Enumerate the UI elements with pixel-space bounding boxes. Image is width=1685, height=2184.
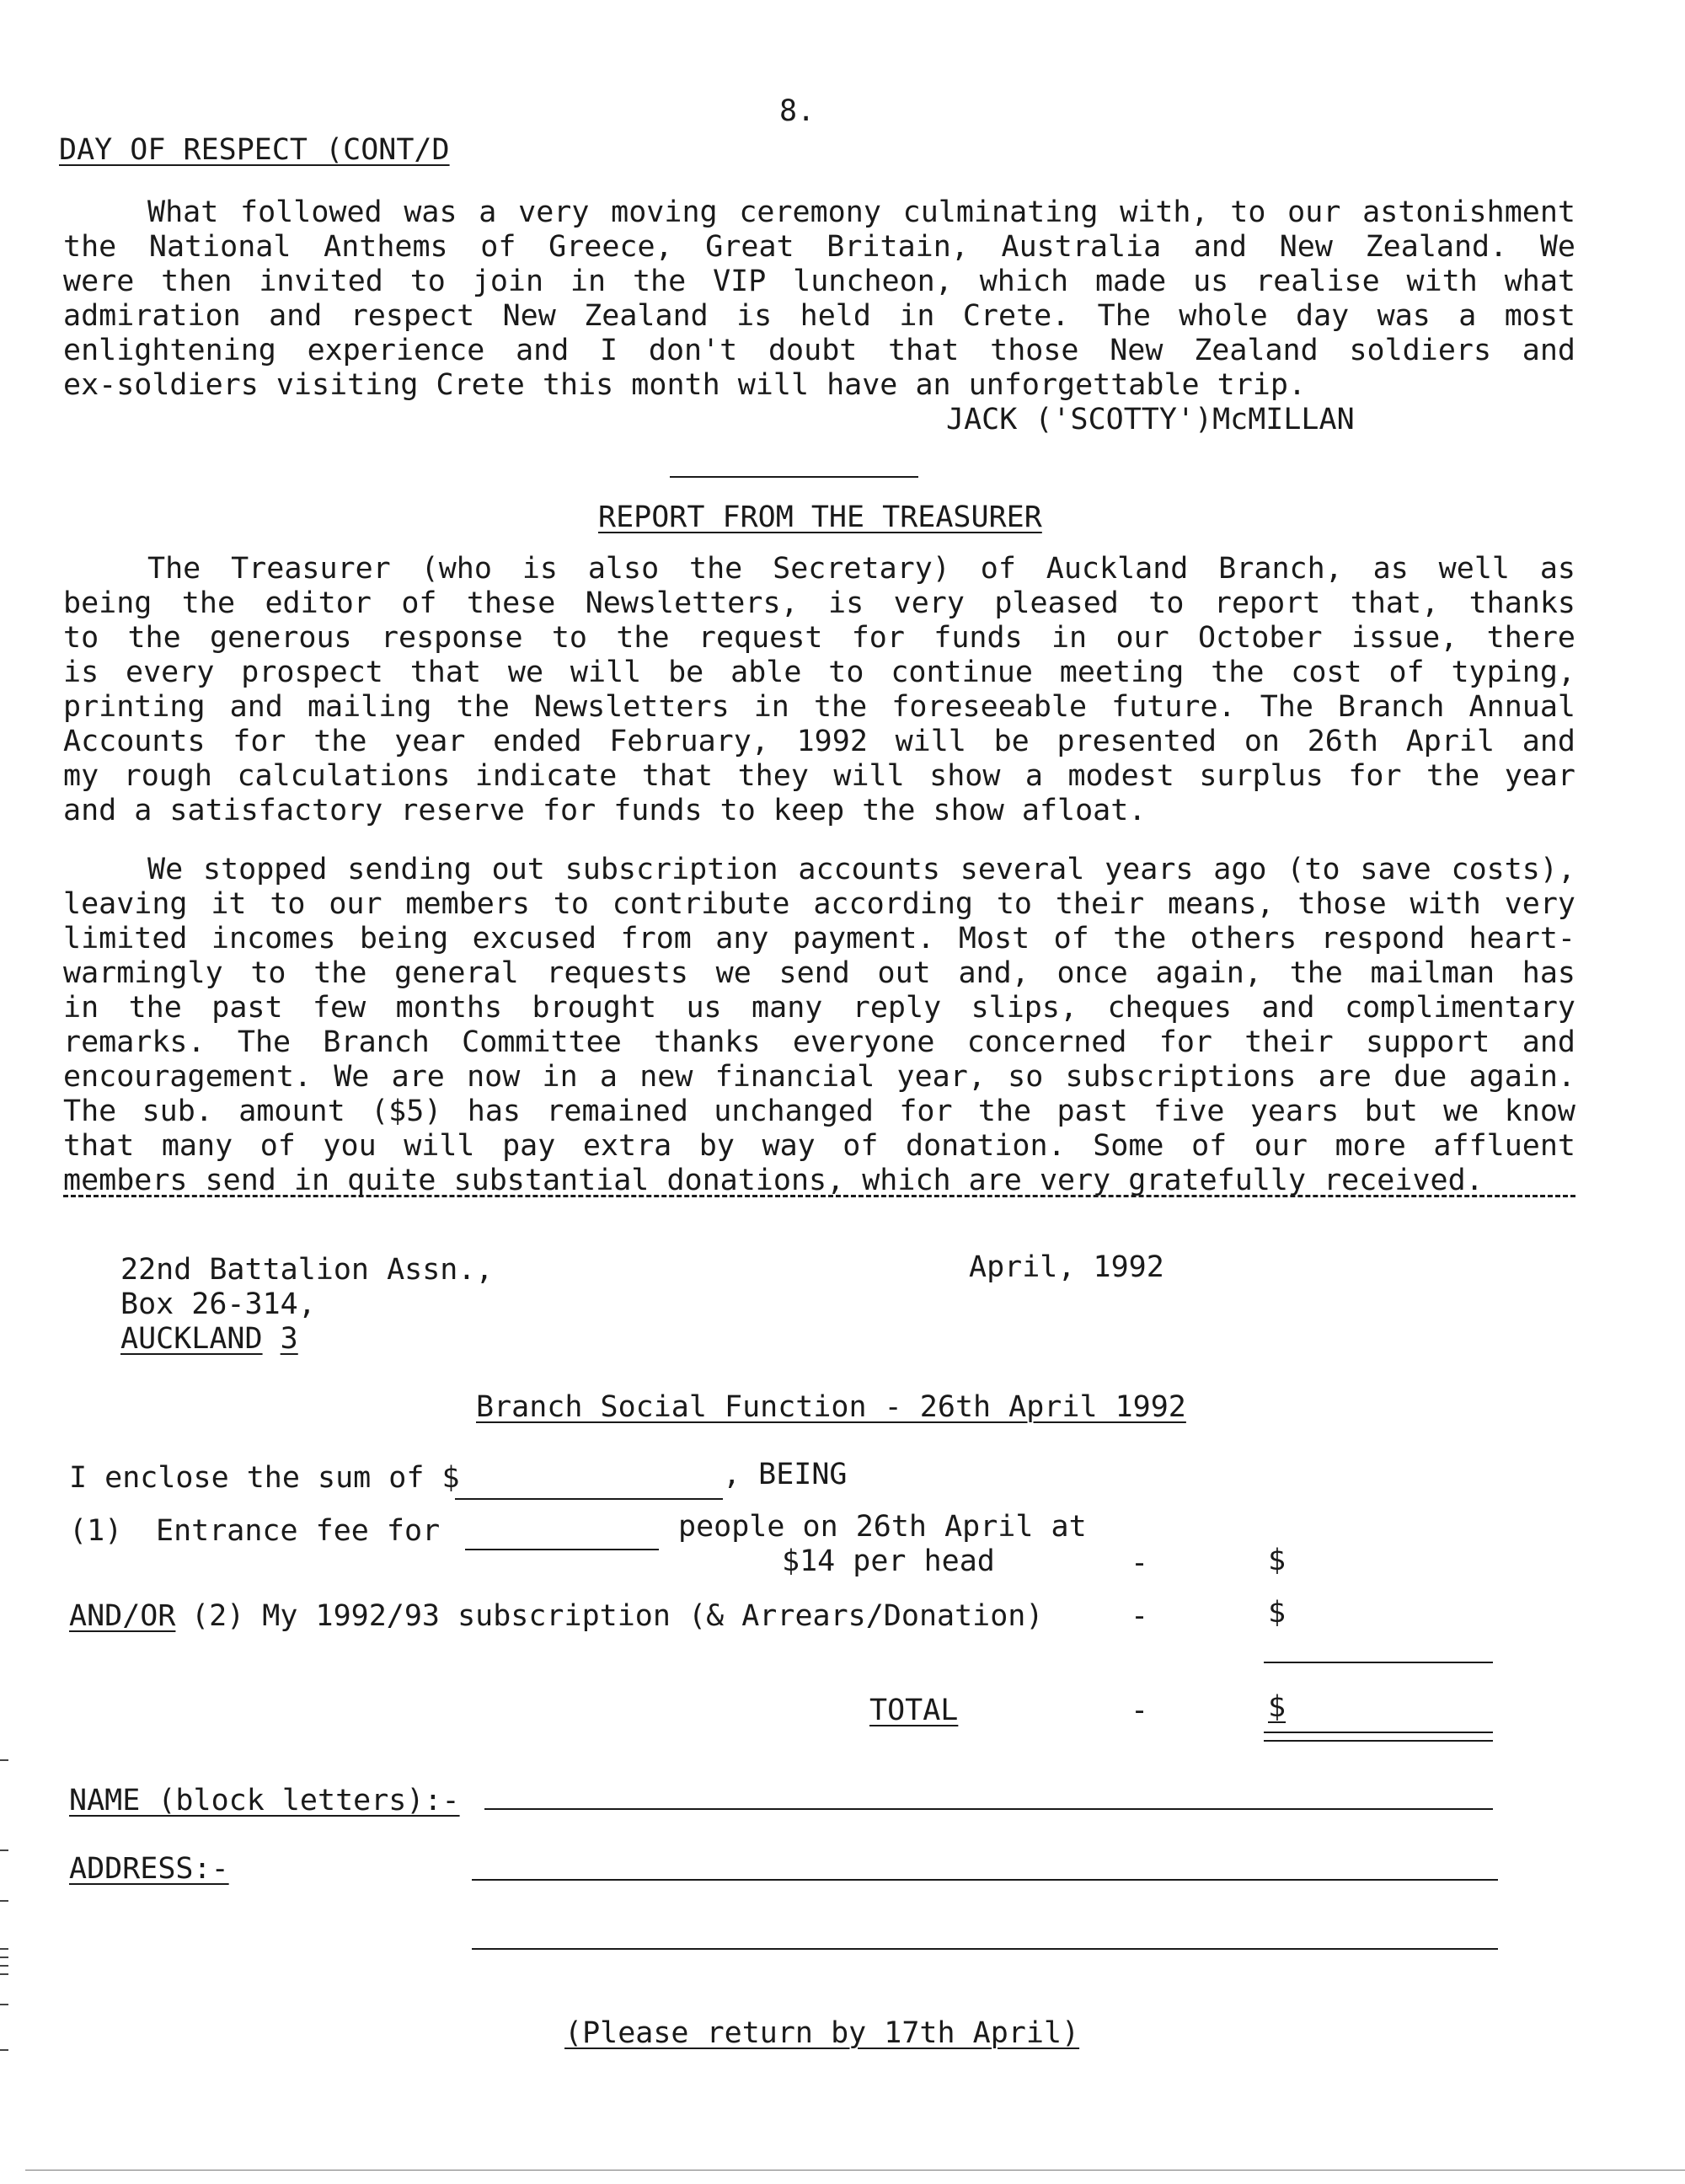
margin-mark [0, 1948, 8, 1950]
text-line: to the generous response to the request for funds in our October issue, there [63, 621, 1575, 655]
margin-mark [0, 2049, 8, 2051]
section-divider [670, 476, 918, 478]
item2-text: (2) My 1992/93 subscription (& Arrears/Donation) [191, 1599, 1044, 1633]
address-line [120, 1322, 494, 1357]
return-note: (Please return by 17th April) [564, 2016, 1080, 2050]
section-heading-treasurer: REPORT FROM THE TREASURER [598, 500, 1042, 534]
text-line: members send in quite substantial donations, which are very gratefully received. [63, 1164, 1484, 1197]
return-address [120, 1253, 494, 1357]
form-date: April, 1992 [969, 1250, 1164, 1284]
item1-text: people on 26th April at [678, 1510, 1087, 1544]
enclose-suffix: , BEING [723, 1458, 848, 1491]
text-line: ex-soldiers visiting Crete this month will have an unforgettable trip. [63, 368, 1307, 402]
text-line: the National Anthems of Greece, Great Britain, Australia and New Zealand. We [63, 230, 1575, 264]
margin-mark [0, 1849, 8, 1851]
text-line: Accounts for the year ended February, 1992 will be presented on 26th April and [63, 725, 1575, 758]
address-label: ADDRESS:- [69, 1852, 229, 1886]
margin-mark [0, 1956, 8, 1958]
page-bottom-edge [25, 2170, 1685, 2171]
margin-mark [0, 2004, 8, 2005]
text-line: is every prospect that we will be able to continue meeting the cost of typing, [63, 656, 1575, 689]
address-city: AUCKLAND [120, 1322, 263, 1356]
page-number: 8. [779, 94, 816, 128]
item1-number: (1) [69, 1514, 123, 1548]
margin-mark [0, 1973, 8, 1975]
treasurer-paragraph-1 [63, 552, 1575, 828]
address-field-line-2[interactable] [472, 1948, 1498, 1950]
text-line: We stopped sending out subscription accounts several years ago (to save costs), [147, 853, 1575, 886]
name-label: NAME (block letters):- [69, 1784, 460, 1817]
total-dollar: $ [1268, 1690, 1286, 1724]
total-dash: - [1131, 1694, 1149, 1727]
margin-mark [0, 1759, 8, 1761]
text-line: limited incomes being excused from any payment. Most of the others respond heart- [63, 922, 1575, 956]
text-line: printing and mailing the Newsletters in the foreseeable future. The Branch Annual [63, 690, 1575, 724]
item1-dollar: $ [1268, 1544, 1286, 1577]
treasurer-paragraph-2 [63, 853, 1575, 1198]
section-heading-day-of-respect: DAY OF RESPECT (CONT/D [59, 133, 450, 167]
text-line: were then invited to join in the VIP luncheon, which made us realise with what [63, 265, 1575, 298]
item2-andor: AND/OR [69, 1599, 176, 1633]
text-line: in the past few months brought us many reply slips, cheques and complimentary [63, 991, 1575, 1025]
text-line: and a satisfactory reserve for funds to keep the show afloat. [63, 794, 1147, 827]
item2-dollar: $ [1268, 1596, 1286, 1630]
enclose-prefix: I enclose the sum of $ [69, 1461, 460, 1495]
form-title: Branch Social Function - 26th April 1992 [476, 1390, 1186, 1424]
total-amount-field[interactable] [1264, 1732, 1493, 1742]
margin-mark [0, 1900, 8, 1902]
item1-rate: $14 per head [782, 1544, 995, 1578]
item2-dash: - [1131, 1599, 1149, 1633]
item1-dash: - [1131, 1546, 1149, 1580]
name-field[interactable] [484, 1808, 1493, 1810]
address-line: Box 26-314, [120, 1287, 316, 1321]
subtotal-line [1264, 1662, 1493, 1663]
signature: JACK ('SCOTTY')McMILLAN [946, 403, 1355, 436]
text-line: The Treasurer (who is also the Secretary) of Auckland Branch, as well as [147, 552, 1575, 586]
text-line: The sub. amount ($5) has remained unchanged for the past five years but we know [63, 1095, 1575, 1128]
text-line: remarks. The Branch Committee thanks everyone concerned for their support and [63, 1025, 1575, 1059]
text-line: being the editor of these Newsletters, is very pleased to report that, thanks [63, 586, 1575, 620]
text-line: that many of you will pay extra by way of donation. Some of our more affluent [63, 1129, 1575, 1163]
address-zone: 3 [280, 1322, 298, 1356]
day-of-respect-paragraph [63, 195, 1575, 403]
text-line: warmingly to the general requests we send out and, once again, the mailman has [63, 956, 1575, 990]
address-line: 22nd Battalion Assn., [120, 1253, 494, 1287]
tear-off-line [63, 1195, 1575, 1197]
total-label: TOTAL [869, 1694, 959, 1727]
margin-mark [0, 1965, 8, 1967]
text-line: What followed was a very moving ceremony culminating with, to our astonishment [147, 195, 1575, 229]
text-line: leaving it to our members to contribute according to their means, those with very [63, 887, 1575, 921]
enclose-amount-field[interactable] [455, 1498, 723, 1500]
people-count-field[interactable] [465, 1549, 659, 1550]
address-field-line-1[interactable] [472, 1879, 1498, 1881]
text-line: admiration and respect New Zealand is held in Crete. The whole day was a most [63, 299, 1575, 333]
text-line: my rough calculations indicate that they will show a modest surplus for the year [63, 759, 1575, 793]
text-line: enlightening experience and I don't doubt that those New Zealand soldiers and [63, 334, 1575, 367]
item1-label: Entrance fee for [156, 1514, 441, 1548]
text-line: encouragement. We are now in a new financial year, so subscriptions are due again. [63, 1060, 1575, 1094]
